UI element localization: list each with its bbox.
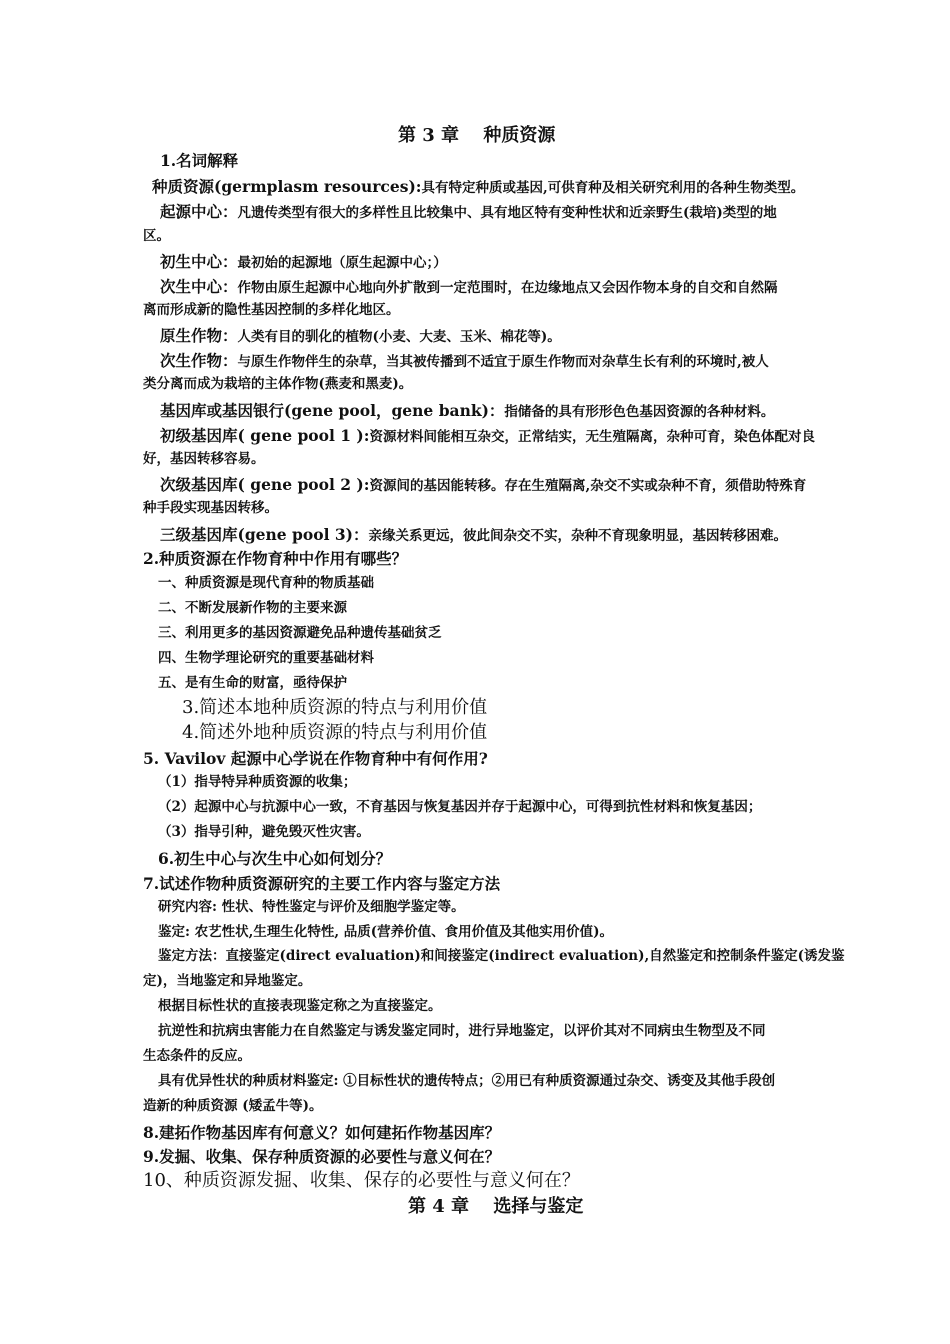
q7-line: 具有优异性状的种质材料鉴定: ①目标性状的遗传特点；②用已有种质资源通过杂交、诱变及其他手段创 xyxy=(158,1073,776,1089)
q10-heading: 10、种质资源发掘、收集、保存的必要性与意义何在？ xyxy=(143,1170,580,1191)
term-label: 起源中心： xyxy=(160,202,238,221)
term-gene-pool-2 xyxy=(160,477,806,494)
term-label: 原生作物： xyxy=(160,326,238,345)
q1-heading: 1.名词解释 xyxy=(160,151,239,170)
q2-item: 四、生物学理论研究的重要基础材料 xyxy=(158,650,374,666)
q5-item: （2）起源中心与抗源中心一致，不育基因与恢复基因并存于起源中心，可得到抗性材料和恢复基因； xyxy=(158,799,762,815)
term-germplasm xyxy=(152,179,804,196)
term-definition: 资源间的基因能转移。存在生殖隔离,杂交不实或杂种不育，须借助特殊育 xyxy=(369,478,807,494)
term-definition-cont: 区。 xyxy=(143,228,170,244)
q7-line: 生态条件的反应。 xyxy=(143,1048,251,1064)
q2-item: 三、利用更多的基因资源避免品种遗传基础贫乏 xyxy=(158,625,442,641)
term-definition-cont: 离而形成新的隐性基因控制的多样化地区。 xyxy=(143,302,400,318)
term-definition: 凡遗传类型有很大的多样性且比较集中、具有地区特有变种性状和近亲野生(栽培)类型的地 xyxy=(237,205,777,221)
term-gene-pool-1 xyxy=(160,428,815,445)
q2-item: 五、是有生命的财富，亟待保护 xyxy=(158,675,347,691)
q9-heading: 9.发掘、收集、保存种质资源的必要性与意义何在？ xyxy=(143,1147,501,1166)
chapter-3-title: 第 3 章 种质资源 xyxy=(398,125,556,146)
term-definition-cont: 好，基因转移容易。 xyxy=(143,451,265,467)
term-label: 初级基因库( gene pool 1 ): xyxy=(160,426,370,445)
term-gene-pool-3 xyxy=(160,527,787,544)
q5-heading: 5. Vavilov 起源中心学说在作物育种中有何作用? xyxy=(143,749,488,768)
term-definition: 具有特定种质或基因,可供育种及相关研究利用的各种生物类型。 xyxy=(421,180,805,196)
q5-item: （3）指导引种，避免毁灭性灾害。 xyxy=(158,824,370,840)
q7-line: 鉴定方法：直接鉴定(direct evaluation)和间接鉴定(indirect evaluation),自然鉴定和控制条件鉴定(诱发鉴 xyxy=(158,948,845,964)
q2-heading: 2.种质资源在作物育种中作用有哪些？ xyxy=(143,549,408,568)
term-definition: 最初始的起源地（原生起源中心；） xyxy=(237,255,447,271)
q7-line: 抗逆性和抗病虫害能力在自然鉴定与诱发鉴定同时，进行异地鉴定，以评价其对不同病虫生物型及不同 xyxy=(158,1023,766,1039)
q6-heading: 6.初生中心与次生中心如何划分？ xyxy=(158,849,392,868)
q4-heading: 4.简述外地种质资源的特点与利用价值 xyxy=(182,722,488,743)
term-gene-pool xyxy=(160,403,774,420)
term-origin-center xyxy=(160,204,777,221)
term-label: 初生中心： xyxy=(160,252,238,271)
term-primary-crop xyxy=(160,328,561,345)
q2-item: 一、种质资源是现代育种的物质基础 xyxy=(158,575,374,591)
chapter-4-title: 第 4 章 选择与鉴定 xyxy=(408,1196,584,1217)
q7-heading: 7.试述作物种质资源研究的主要工作内容与鉴定方法 xyxy=(143,874,501,893)
term-label: 次生中心： xyxy=(160,277,238,296)
term-definition: 资源材料间能相互杂交，正常结实，无生殖隔离，杂种可育，染色体配对良 xyxy=(369,429,815,445)
term-label: 种质资源(germplasm resources): xyxy=(152,177,422,196)
term-label: 基因库或基因银行(gene pool，gene bank)： xyxy=(160,401,505,420)
term-definition: 作物由原生起源中心地向外扩散到一定范围时，在边缘地点又会因作物本身的自交和自然隔 xyxy=(237,280,778,296)
q8-heading: 8.建拓作物基因库有何意义？如何建拓作物基因库？ xyxy=(143,1123,501,1142)
term-primary-center xyxy=(160,254,447,271)
term-definition: 与原生作物伴生的杂草，当其被传播到不适宜于原生作物而对杂草生长有利的环境时,被人 xyxy=(237,354,769,370)
term-secondary-center xyxy=(160,279,778,296)
term-definition: 人类有目的驯化的植物(小麦、大麦、玉米、棉花等)。 xyxy=(237,329,561,345)
term-definition-cont: 类分离而成为栽培的主体作物(燕麦和黑麦)。 xyxy=(143,376,413,392)
q5-item: （1）指导特异种质资源的收集； xyxy=(158,774,357,790)
term-label: 三级基因库(gene pool 3)： xyxy=(160,525,369,544)
term-definition-cont: 种手段实现基因转移。 xyxy=(143,500,278,516)
q7-line: 根据目标性状的直接表现鉴定称之为直接鉴定。 xyxy=(158,998,442,1014)
q7-line: 定)，当地鉴定和异地鉴定。 xyxy=(143,973,312,989)
term-definition: 亲缘关系更远，彼此间杂交不实，杂种不育现象明显，基因转移困难。 xyxy=(368,528,787,544)
q3-heading: 3.简述本地种质资源的特点与利用价值 xyxy=(182,697,488,718)
q2-item: 二、不断发展新作物的主要来源 xyxy=(158,600,347,616)
term-definition: 指储备的具有形形色色基因资源的各种材料。 xyxy=(504,404,775,420)
q7-line: 造新的种质资源 (矮孟牛等)。 xyxy=(143,1098,323,1114)
term-label: 次级基因库( gene pool 2 ): xyxy=(160,475,370,494)
q7-line: 研究内容: 性状、特性鉴定与评价及细胞学鉴定等。 xyxy=(158,899,465,915)
q7-line: 鉴定: 农艺性状,生理生化特性, 品质(营养价值、食用价值及其他实用价值)。 xyxy=(158,924,614,940)
term-label: 次生作物： xyxy=(160,351,238,370)
term-secondary-crop xyxy=(160,353,769,370)
